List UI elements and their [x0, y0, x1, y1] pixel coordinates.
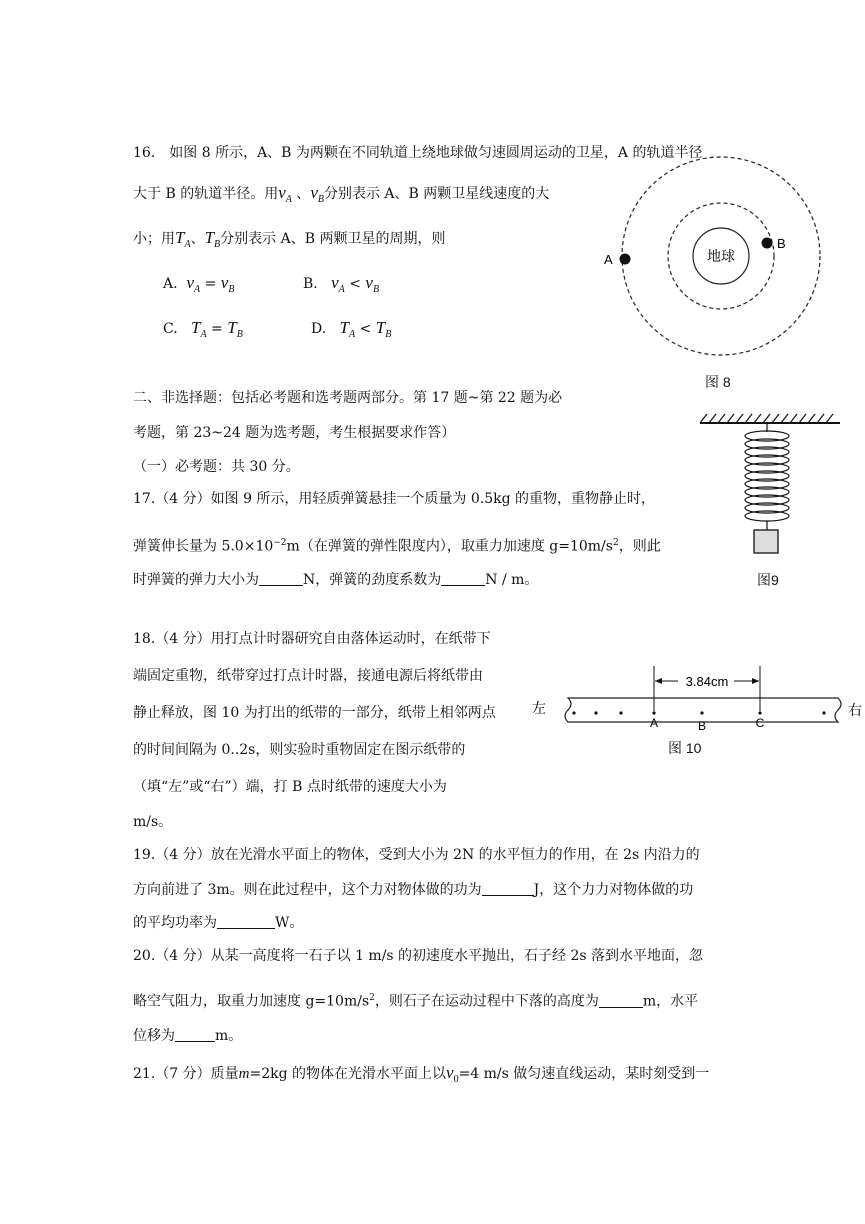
figure-8-orbits	[595, 148, 855, 368]
ceiling-hatch	[700, 414, 833, 423]
point-b-label: B	[697, 719, 707, 733]
section2-line2: 考题，第 23~24 题为选考题，考生根据要求作答）	[133, 425, 456, 441]
tape-right-label: 右	[848, 702, 862, 718]
q21-line1: 21.（7 分）质量m=2kg 的物体在光滑水平面上以$v_0=4$ m/s 做匀速直线运动，某时刻受到一	[133, 1063, 710, 1085]
section2-line3: （一）必考题：共 30 分。	[133, 459, 300, 475]
tape-left-label: 左	[532, 700, 546, 716]
q18-line5: （填“左”或“右”）端，打 B 点时纸带的速度大小为	[133, 779, 447, 795]
stiffness-blank[interactable]	[441, 571, 485, 586]
q16-line3: 小；用$T_A$、$T_B$分别表示 A、B 两颗卫星的周期，则	[133, 228, 446, 250]
q16-option-a: A. $v_A = v_B$	[163, 273, 235, 295]
arrowhead-left	[655, 678, 662, 684]
satellite-b-label: B	[777, 236, 786, 251]
satellite-a	[620, 254, 631, 265]
q19-line1: 19.（4 分）放在光滑水平面上的物体，受到大小为 2N 的水平恒力的作用，在 2s 内沿力的	[133, 847, 700, 863]
displacement-blank[interactable]	[175, 1027, 215, 1042]
figure-10-caption: 图 10	[668, 740, 702, 756]
q18-line1: 18.（4 分）用打点计时器研究自由落体运动时，在纸带下	[133, 631, 491, 647]
point-c-label: C	[755, 716, 765, 730]
earth-label: 地球	[707, 248, 735, 264]
point-a-label: A	[649, 716, 659, 730]
q17-line2: 弹簧伸长量为 $5.0\times 10^{-2}m$（在弹簧的弹性限度内），取重力加速度 $g=10m/s^2$，则此	[133, 538, 661, 555]
q19-line2: 方向前进了 3m。则在此过程中，这个力对物体做的功为 J，这个力力对物体做的功	[133, 882, 694, 898]
q16-option-b: B. $v_A < v_B$	[303, 273, 380, 295]
power-blank[interactable]	[217, 914, 275, 929]
satellite-b	[762, 238, 773, 249]
q19-line3: 的平均功率为 W。	[133, 915, 304, 931]
q17-line3: 时弹簧的弹力大小为 N，弹簧的劲度系数为 N / m。	[133, 572, 539, 588]
q18-line6: m/s。	[133, 814, 173, 830]
spring-coils	[745, 431, 789, 521]
figure-9-caption: 图9	[757, 572, 779, 588]
q16-option-d: D. $T_A < T_B$	[311, 318, 392, 340]
distance-label: 3.84cm	[685, 674, 729, 689]
satellite-a-label: A	[604, 252, 613, 267]
height-blank[interactable]	[599, 993, 643, 1008]
q20-line3: 位移为 m。	[133, 1028, 243, 1044]
q16-line1: 16. 如图 8 所示，A、B 为两颗在不同轨道上绕地球做匀速圆周运动的卫星，A 的轨道半径	[133, 145, 703, 161]
q20-line1: 20.（4 分）从某一高度将一石子以 1 m/s 的初速度水平抛出，石子经 2s 落到水平地面，忽	[133, 948, 704, 964]
q18-line4: 的时间间隔为 0..2s，则实验时重物固定在图示纸带的	[133, 742, 466, 758]
q16-line2: 大于 B 的轨道半径。用$v_A$ 、$v_B$分别表示 A、B 两颗卫星线速度的大	[133, 183, 550, 205]
work-blank[interactable]	[482, 881, 534, 896]
figure-9-spring	[695, 412, 845, 562]
q16-option-c: C. $T_A = T_B$	[163, 318, 243, 340]
figure-8-caption: 图 8	[705, 374, 731, 390]
hanging-weight	[754, 530, 778, 553]
q17-line1: 17.（4 分）如图 9 所示，用轻质弹簧悬挂一个质量为 0.5kg 的重物，重物静止时，	[133, 491, 656, 507]
figure-10-tape	[528, 663, 865, 743]
q20-line2: 略空气阻力，取重力加速度 $g=10m/s^2$，则石子在运动过程中下落的高度为 m，水平	[133, 993, 699, 1010]
q18-line3: 静止释放，图 10 为打出的纸带的一部分，纸带上相邻两点	[133, 705, 496, 721]
arrowhead-right	[752, 678, 759, 684]
spring-force-blank[interactable]	[259, 571, 303, 586]
section2-line1: 二、非选择题：包括必考题和选考题两部分。第 17 题~第 22 题为必	[133, 390, 563, 406]
q18-line2: 端固定重物，纸带穿过打点计时器，接通电源后将纸带由	[133, 668, 483, 684]
